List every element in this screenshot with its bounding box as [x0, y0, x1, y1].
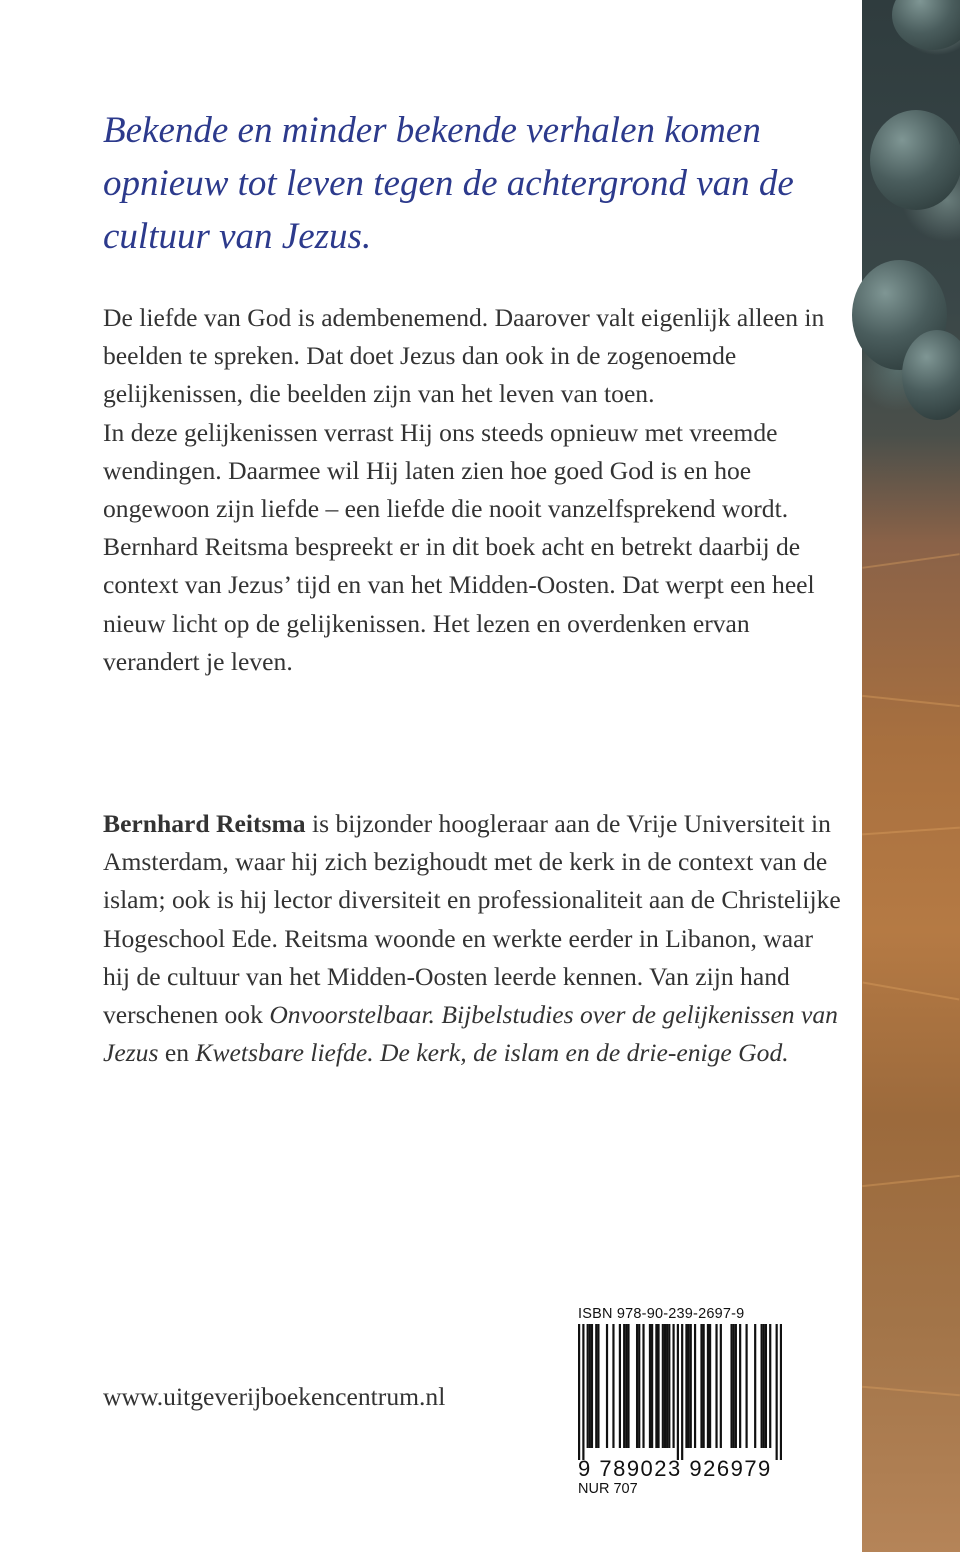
- barcode-bar: [681, 1324, 683, 1460]
- barcode-bar: [606, 1324, 608, 1448]
- barcode-bar: [582, 1324, 584, 1460]
- barcode-bar: [649, 1324, 651, 1448]
- barcode-image: [578, 1324, 782, 1460]
- barcode-bar: [745, 1324, 747, 1448]
- grape-image: [870, 110, 960, 210]
- book-title: Onvoorstelbaar. Bijbelstudies over de gelijkenissen van Jezus: [103, 1000, 838, 1068]
- barcode-bar: [720, 1324, 722, 1448]
- barcode-bar: [642, 1324, 644, 1448]
- ean-number: 9 789023 926979: [578, 1456, 772, 1481]
- barcode-bar: [627, 1324, 629, 1448]
- barcode-bar: [761, 1324, 763, 1448]
- barcode-bar: [591, 1324, 593, 1448]
- barcode-bar: [587, 1324, 589, 1448]
- barcode-bar: [638, 1324, 640, 1448]
- barcode-bar: [597, 1324, 599, 1448]
- barcode-bar: [694, 1324, 696, 1448]
- barcode-bar: [666, 1324, 668, 1448]
- barcode-bar: [765, 1324, 767, 1448]
- publisher-website: www.uitgeverijboekencentrum.nl: [103, 1382, 446, 1411]
- author-bio-text: is bijzonder hoogleraar aan de Vrije Universiteit in Amsterdam, waar hij zich bezighoudt met de kerk in de context van de islam; ook is hij lector diversiteit en professionaliteit aan de Christelijke Hogeschool Ede. Reitsma woonde en werkte eerder in Libanon, waar hij de cultuur van het Midden-Oosten leerde kennen. Van zijn hand verschenen ook: [103, 809, 841, 1030]
- barcode-bar: [668, 1324, 670, 1448]
- blurb-text: [103, 299, 843, 681]
- connector-text: en: [158, 1038, 196, 1068]
- lead-tagline: Bekende en minder bekende verhalen komen opnieuw tot leven tegen de achtergrond van de cultuur van Jezus.: [103, 110, 794, 257]
- barcode-bar: [703, 1324, 705, 1448]
- barcode-bar: [672, 1324, 674, 1448]
- barcode-bar: [690, 1324, 692, 1448]
- barcode-bar: [589, 1324, 591, 1448]
- blurb-paragraph: De liefde van God is adembenemend. Daarover valt eigenlijk alleen in beelden te spreken. Dat doet Jezus dan ook in de zogenoemde gelijkenissen, die beelden zijn van het leven van toen.: [103, 303, 825, 409]
- barcode-bar: [715, 1324, 717, 1448]
- nur-code: NUR 707: [578, 1481, 638, 1497]
- barcode-bar: [595, 1324, 597, 1448]
- grape-image: [892, 0, 960, 50]
- barcode-bar: [662, 1324, 664, 1448]
- barcode-block: [578, 1304, 782, 1498]
- grape-image: [902, 330, 960, 420]
- blurb-paragraph: In deze gelijkenissen verrast Hij ons steeds opnieuw met vreemde wendingen. Daarmee wil Hij laten zien hoe goed God is en hoe ongewoon zijn liefde – een liefde die nooit vanzelfsprekend wordt.: [103, 417, 789, 524]
- barcode-bar: [688, 1324, 690, 1448]
- barcode-bar: [735, 1324, 737, 1448]
- barcode-bar: [664, 1324, 666, 1448]
- barcode-bar: [700, 1324, 702, 1448]
- barcode-bar: [730, 1324, 732, 1448]
- barcode-bar: [677, 1324, 679, 1460]
- barcode-bar: [612, 1324, 614, 1448]
- barcode-bar: [709, 1324, 711, 1448]
- barcode-bar: [619, 1324, 621, 1448]
- barcode-bar: [769, 1324, 771, 1448]
- barcode-bar: [636, 1324, 638, 1448]
- barcode-bar: [776, 1324, 778, 1460]
- book-title: Kwetsbare liefde. De kerk, de islam en de drie-enige God.: [195, 1038, 789, 1068]
- barcode-bar: [754, 1324, 756, 1448]
- barcode-bar: [780, 1324, 782, 1460]
- barcode-bar: [733, 1324, 735, 1448]
- barcode-bar: [655, 1324, 657, 1448]
- cover-photo-strip: [862, 0, 960, 1552]
- barcode-bar: [739, 1324, 741, 1448]
- isbn-label: ISBN 978-90-239-2697-9: [578, 1306, 745, 1322]
- barcode-bar: [625, 1324, 627, 1448]
- barcode-bar: [623, 1324, 625, 1448]
- barcode-bar: [707, 1324, 709, 1448]
- barcode-bar: [657, 1324, 659, 1448]
- barcode-bar: [651, 1324, 653, 1448]
- author-bio: [103, 805, 843, 1072]
- author-name: Bernhard Reitsma: [103, 809, 306, 838]
- blurb-paragraph: Bernhard Reitsma bespreekt er in dit boek acht en betrekt daarbij de context van Jezus’ tijd en van het Midden-Oosten. Dat werpt een heel nieuw licht op de gelijkenissen. Het lezen en overdenken ervan verandert je leven.: [103, 532, 815, 676]
- barcode-bar: [763, 1324, 765, 1448]
- barcode-bar: [685, 1324, 687, 1448]
- barcode-bar: [578, 1324, 580, 1460]
